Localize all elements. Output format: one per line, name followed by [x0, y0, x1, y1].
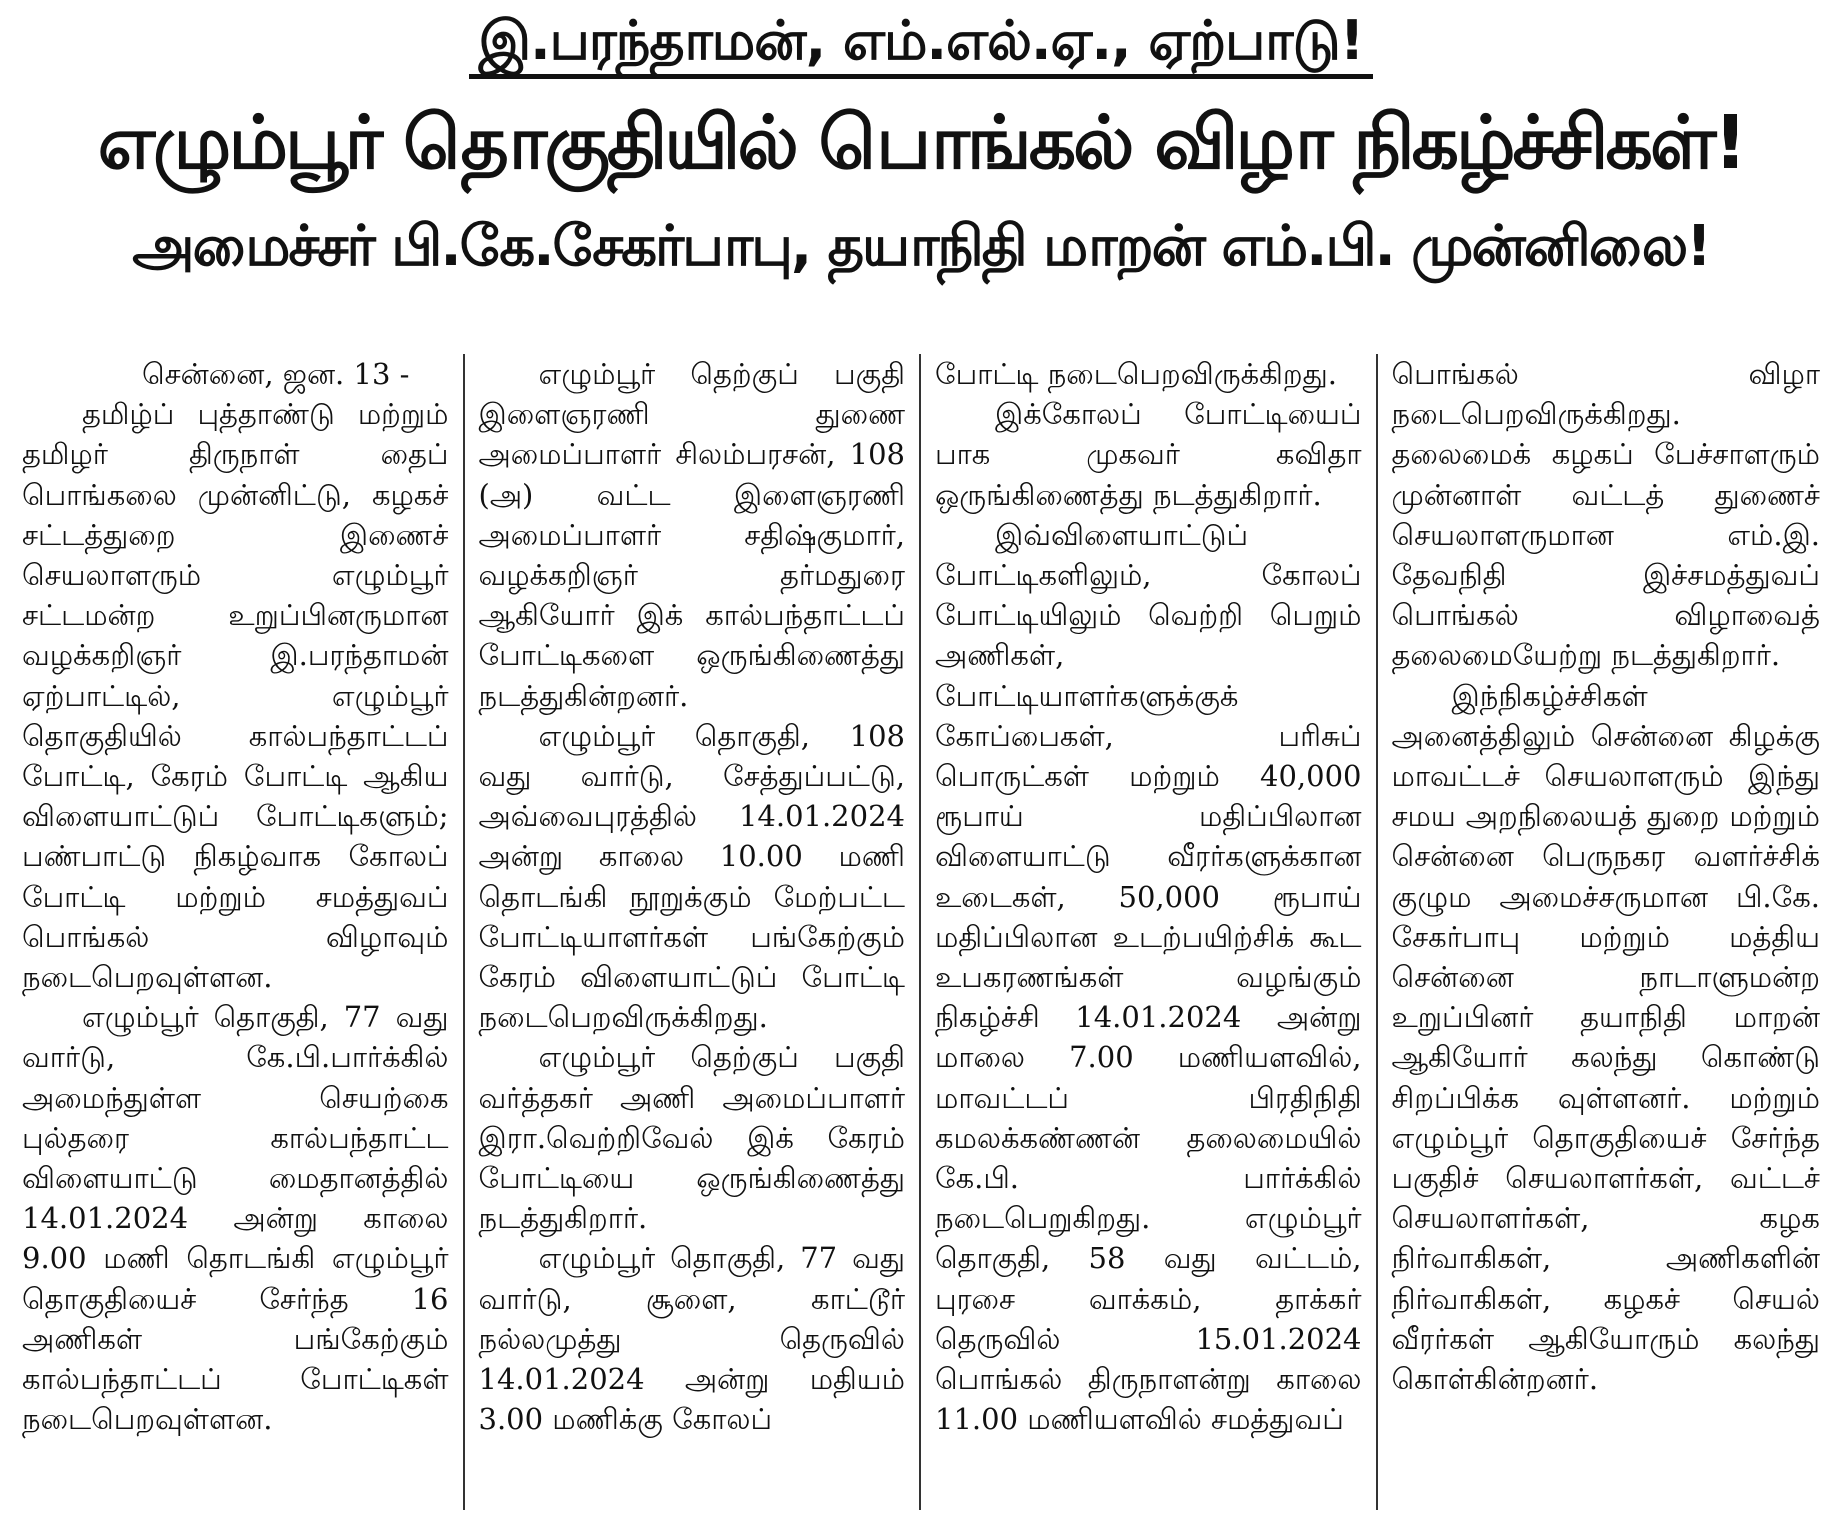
- paragraph: இக்கோலப் போட்டியைப் பாக முகவர் கவிதா ஒருங்கிணைத்து நடத்துகிறார்.: [935, 397, 1362, 512]
- kicker-line: [14, 0, 1828, 74]
- paragraph: சென்னை, ஜன. 13 -: [142, 357, 410, 391]
- paragraph: போட்டி நடைபெறவிருக்கிறது.: [935, 357, 1338, 391]
- column-3: [921, 354, 1378, 1510]
- headline: எழும்பூர் தொகுதியில் பொங்கல் விழா நிகழ்ச்சிகள்!: [97, 100, 1745, 186]
- paragraph: பொங்கல் விழா நடைபெறவிருக்கிறது. தலைமைக் கழகப் பேச்சாளரும் முன்னாள் வட்டத் துணைச் செயலாளருமான எம்.இ. தேவநிதி இச்சமத்துவப் பொங்கல் விழாவைத் தலைமையேற்று நடத்துகிறார்.: [1391, 357, 1820, 673]
- paragraph: இந்நிகழ்ச்சிகள் அனைத்திலும் சென்னை கிழக்கு மாவட்டச் செயலாளரும் இந்து சமய அறநிலையத் துறை மற்றும் சென்னை பெருநகர வளர்ச்சிக் குழும அமைச்சருமான பி.கே. சேகர்பாபு மற்றும் மத்திய சென்னை நாடாளுமன்ற உறுப்பினர் தயாநிதி மாறன் ஆகியோர் கலந்து கொண்டு சிறப்பிக்க வுள்ளனர். மற்றும் எழும்பூர் தொகுதியைச் சேர்ந்த பகுதிச் செயலாளர்கள், வட்டச் செயலாளர்கள், கழக நிர்வாகிகள், அணிகளின் நிர்வாகிகள், கழகச் செயல் வீரர்கள் ஆகியோரும் கலந்து கொள்கின்றனர்.: [1391, 678, 1820, 1397]
- paragraph: தமிழ்ப் புத்தாண்டு மற்றும் தமிழர் திருநாள் தைப் பொங்கலை முன்னிட்டு, கழகச் சட்டத்துறை இணைச் செயலாளரும் எழும்பூர் சட்டமன்ற உறுப்பினருமான வழக்கறிஞர் இ.பரந்தாமன் ஏற்பாட்டில், எழும்பூர் தொகுதியில் கால்பந்தாட்டப் போட்டி, கேரம் போட்டி ஆகிய விளையாட்டுப் போட்டிகளும்; பண்பாட்டு நிகழ்வாக கோலப் போட்டி மற்றும் சமத்துவப் பொங்கல் விழாவும் நடைபெறவுள்ளன.: [22, 397, 449, 995]
- article-body: [8, 354, 1834, 1510]
- subheadline: அமைச்சர் பி.கே.சேகர்பாபு, தயாநிதி மாறன் எம்.பி. முன்னிலை!: [132, 214, 1710, 279]
- kicker-text: இ.பரந்தாமன், எம்.எல்.ஏ., ஏற்பாடு!: [469, 9, 1374, 79]
- column-4: [1378, 354, 1835, 1510]
- paragraph: எழும்பூர் தெற்குப் பகுதி வர்த்தகர் அணி அமைப்பாளர் இரா.வெற்றிவேல் இக் கேரம் போட்டியை ஒருங்கிணைத்து நடத்துகிறார்.: [478, 1040, 905, 1236]
- column-2: [465, 354, 922, 1510]
- paragraph: எழும்பூர் தெற்குப் பகுதி இளைஞரணி துணை அமைப்பாளர் சிலம்பரசன், 108 (அ) வட்ட இளைஞரணி அமைப்பாளர் சதிஷ்குமார், வழக்கறிஞர் தர்மதுரை ஆகியோர் இக் கால்பந்தாட்டப் போட்டிகளை ஒருங்கிணைத்து நடத்துகின்றனர்.: [478, 357, 905, 713]
- paragraph: எழும்பூர் தொகுதி, 108 வது வார்டு, சேத்துப்பட்டு, அவ்வைபுரத்தில் 14.01.2024 அன்று காலை 10.00 மணி தொடங்கி நூறுக்கும் மேற்பட்ட போட்டியாளர்கள் பங்கேற்கும் கேரம் விளையாட்டுப் போட்டி நடைபெறவிருக்கிறது.: [478, 718, 905, 1035]
- column-1: [8, 354, 465, 1510]
- paragraph: இவ்விளையாட்டுப் போட்டிகளிலும், கோலப் போட்டியிலும் வெற்றி பெறும் அணிகள், போட்டியாளர்களுக்குக் கோப்பைகள், பரிசுப் பொருட்கள் மற்றும் 40,000 ரூபாய் மதிப்பிலான விளையாட்டு வீரர்களுக்கான உடைகள், 50,000 ரூபாய் மதிப்பிலான உடற்பயிற்சிக் கூட உபகரணங்கள் வழங்கும் நிகழ்ச்சி 14.01.2024 அன்று மாலை 7.00 மணியளவில், மாவட்டப் பிரதிநிதி கமலக்கண்ணன் தலைமையில் கே.பி. பார்க்கில் நடைபெறுகிறது. எழும்பூர் தொகுதி, 58 வது வட்டம், புரசை வாக்கம், தாக்கர் தெருவில் 15.01.2024 பொங்கல் திருநாளன்று காலை 11.00 மணியளவில் சமத்துவப்: [935, 517, 1362, 1437]
- paragraph: எழும்பூர் தொகுதி, 77 வது வார்டு, சூளை, காட்டூர் நல்லமுத்து தெருவில் 14.01.2024 அன்று மதியம் 3.00 மணிக்கு கோலப்: [478, 1241, 905, 1437]
- paragraph: எழும்பூர் தொகுதி, 77 வது வார்டு, கே.பி.பார்க்கில் அமைந்துள்ள செயற்கை புல்தரை கால்பந்தாட்ட விளையாட்டு மைதானத்தில் 14.01.2024 அன்று காலை 9.00 மணி தொடங்கி எழும்பூர் தொகுதியைச் சேர்ந்த 16 அணிகள் பங்கேற்கும் கால்பந்தாட்டப் போட்டிகள் நடைபெறவுள்ளன.: [22, 1000, 449, 1437]
